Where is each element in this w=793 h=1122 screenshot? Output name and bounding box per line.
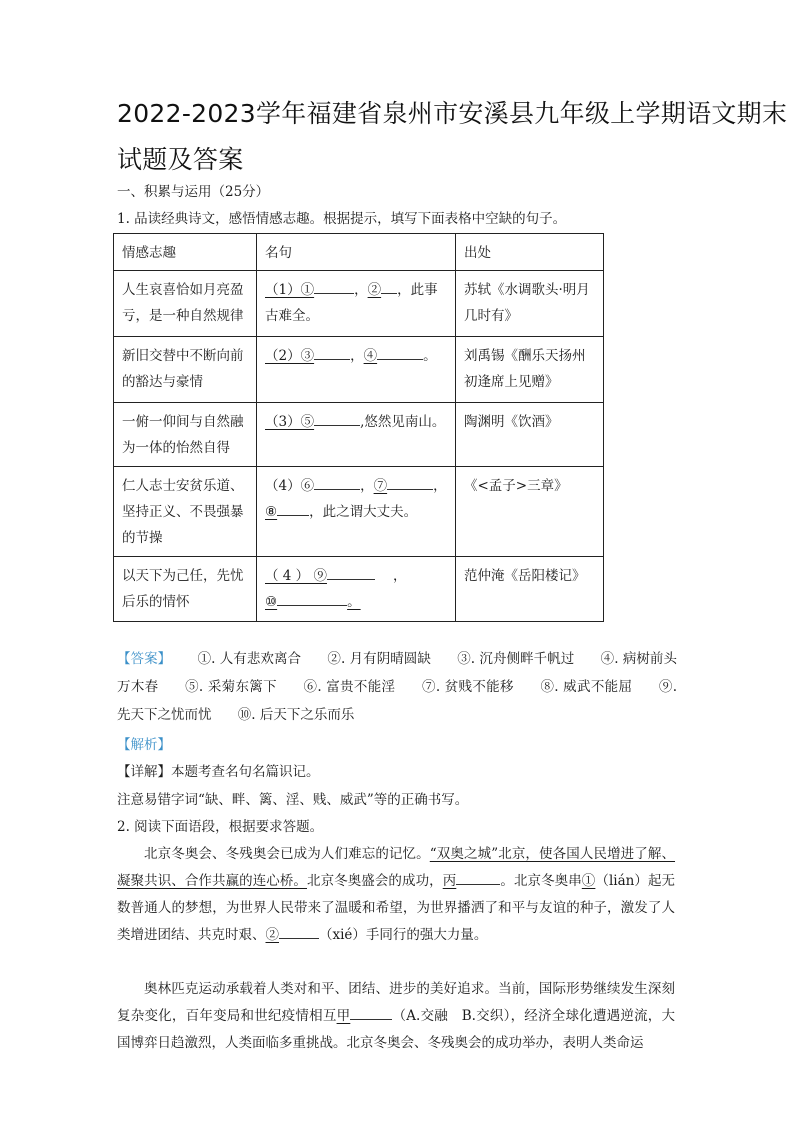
emotion-cell: 仁人志士安贫乐道、坚持正义、不畏强暴的节操 [114,467,257,557]
quote-part: ⑦ [373,478,388,494]
blank-label-2: ② [265,927,279,943]
fill-blank[interactable] [314,473,360,490]
source-cell: 苏轼《水调歌头·明月几时有》 [456,271,604,337]
table-row [114,403,604,467]
quote-part: ， [360,478,374,494]
header-quote: 名句 [257,234,456,271]
fill-blank[interactable] [350,1003,392,1020]
table-row [114,337,604,403]
quote-part: ，此之谓大丈夫。 [309,504,418,520]
section-heading: 一、积累与运用（25分） [117,184,270,200]
passage-paragraph-2 [117,976,675,1057]
answer-item: ③. 沉舟侧畔千帆过 [457,651,575,667]
analysis-note: 注意易错字词“缺、畔、篱、淫、贱、威武”等的正确书写。 [117,792,469,808]
fill-blank[interactable] [387,473,433,490]
question-2-prompt: 2. 阅读下面语段，根据要求答题。 [117,819,324,835]
question-1-prompt: 1. 品读经典诗文，感悟情感志趣。根据提示，填写下面表格中空缺的句子。 [117,211,567,227]
blank-label-1: ① [581,873,596,889]
emotion-cell: 以天下为己任，先忧后乐的情怀 [114,557,257,622]
emotion-cell: 人生哀喜恰如月亮盈亏，是一种自然规律 [114,271,257,337]
quote-part: （1）① [265,282,315,298]
quote-part: ，此事古难全。 [265,282,438,324]
fill-blank[interactable] [381,277,397,294]
passage-text: （xié）手同行的强大力量。 [319,927,488,943]
quote-part: ， [354,282,368,298]
quote-part: ⑩ [265,594,278,610]
quote-part: 。 [423,348,437,364]
fill-blank[interactable] [277,589,347,606]
answer-item: ⑦. 贫贱不能移 [422,679,514,695]
source-cell: 《<孟子>三章》 [456,467,604,557]
page-title-line2: 试题及答案 [117,145,244,174]
answer-block [117,645,677,729]
answer-item: ⑧. 威武不能屈 [540,679,633,695]
passage-text: （lián）起无数普通人的梦想，为世界人民带来了温暖和希望，为世界播洒了和平与友谊的种子，激发了人类增进团结、共克时艰、 [117,873,676,943]
quote-part: ， [350,348,364,364]
passage-text: 。北京冬奥串 [500,873,582,889]
quote-part: （ 4 ） ⑨ [265,568,327,584]
quote-part: ,悠然见南山。 [360,414,446,430]
source-cell: 刘禹锡《酬乐天扬州初逢席上见赠》 [456,337,604,403]
quote-part: （4）⑥ [265,478,315,494]
fill-blank[interactable] [279,922,319,939]
choice-options: （A.交融 B.交织） [392,1008,511,1024]
quote-part: （3）⑤ [265,414,315,430]
table-row [114,271,604,337]
fill-blank[interactable] [314,343,350,360]
answer-item: ⑤. 采菊东篱下 [185,679,277,695]
answer-item: ②. 月有阴晴圆缺 [327,651,431,667]
table-header-row [114,234,604,271]
underlined-sentence: “双奥之城”北京，使各国人民增进了解、凝聚共识、合作共赢的连心桥。 [117,846,676,889]
emotion-cell: 一俯一仰间与自然融为一体的怡然自得 [114,403,257,467]
blank-label-bing: 丙 [442,873,457,889]
fill-blank[interactable] [314,277,354,294]
quote-part: ② [367,282,382,298]
quote-part: ， [433,478,447,494]
quote-part: ④ [363,348,378,364]
passage-text: 北京冬奥会、冬残奥会已成为人们难忘的记忆。 [144,846,430,862]
answer-item: ①. 人有悲欢离合 [197,651,302,667]
source-cell: 陶渊明《饮酒》 [456,403,604,467]
quote-cell [257,271,456,337]
source-cell: 范仲淹《岳阳楼记》 [456,557,604,622]
header-source: 出处 [456,234,604,271]
quote-cell [257,337,456,403]
quote-part: ⑧ [265,504,278,520]
blank-label-jia: 甲 [336,1008,351,1024]
table-row [114,467,604,557]
fill-blank[interactable] [327,563,375,580]
fill-blank[interactable] [377,343,423,360]
answer-item: ⑥. 富贵不能淫 [303,679,396,695]
analysis-label: 【解析】 [117,737,171,753]
table-row [114,557,604,622]
passage-text: 北京冬奥盛会的成功， [307,873,443,889]
answer-item: ④. 病树前头万木春 [117,651,677,695]
passage-text: 奥林匹克运动承载着人类对和平、团结、进步的美好追求。当前，国际形势继续发生深刻复杂变化，百年变局和世纪疫情相互 [117,981,675,1024]
quote-cell [257,557,456,622]
poetry-table [113,233,604,622]
fill-blank[interactable] [277,499,309,516]
quote-part: ， [392,568,407,584]
emotion-cell: 新旧交替中不断向前的豁达与豪情 [114,337,257,403]
answer-item: ⑩. 后天下之乐而乐 [237,707,355,723]
quote-cell [257,467,456,557]
quote-cell [257,403,456,467]
passage-text: ，经济全球化遭遇逆流，大国博弈日趋激烈，人类面临多重挑战。北京冬奥会、冬残奥会的成功举办，表明人类命运 [117,1008,676,1051]
analysis-detail: 【详解】本题考查名句名篇识记。 [117,764,320,780]
quote-part: （2）③ [265,348,315,364]
fill-blank[interactable] [456,868,500,885]
page-title-line1: 2022-2023学年福建省泉州市安溪县九年级上学期语文期末 [117,99,788,128]
quote-part: 。 [347,594,361,610]
header-emotion: 情感志趣 [114,234,257,271]
fill-blank[interactable] [314,409,360,426]
answer-label: 【答案】 [117,651,172,667]
answer-item: ⑨. 先天下之忧而忧 [117,679,678,723]
passage-paragraph-1 [117,841,675,949]
